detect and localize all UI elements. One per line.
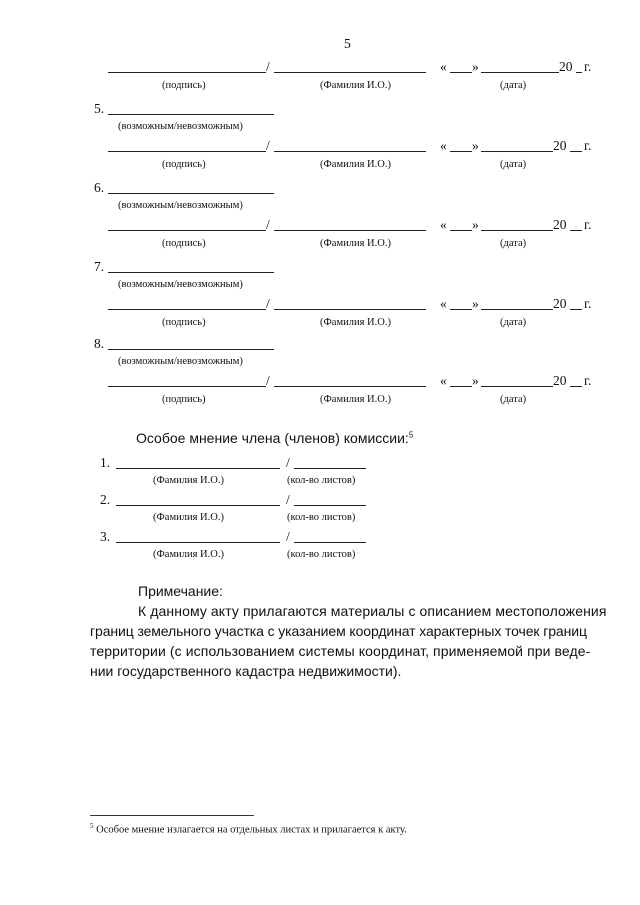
note-line-2: границ земельного участка с указанием координат характерных точек границ [90,623,587,639]
opinion-sheets-label: (кол-во листов) [287,549,356,560]
date-open: « [440,138,447,153]
month-line[interactable] [481,151,553,152]
signature-label: (подпись) [162,80,206,91]
day-line[interactable] [450,386,472,387]
year-line[interactable] [576,72,582,73]
month-line[interactable] [481,72,559,73]
opinion-fio-line[interactable] [116,468,280,469]
possible-label: (возможным/невозможным) [118,121,243,132]
day-line[interactable] [450,309,472,310]
signature-label: (подпись) [162,317,206,328]
special-opinion-title-text: Особое мнение члена (членов) комиссии: [136,430,409,446]
opinion-fio-label: (Фамилия И.О.) [153,549,224,560]
fio-label: (Фамилия И.О.) [320,80,391,91]
year-line[interactable] [570,151,582,152]
year-prefix: 20 [553,217,567,232]
opinion-number: 3. [100,529,111,544]
signature-label: (подпись) [162,159,206,170]
fio-label: (Фамилия И.О.) [320,159,391,170]
date-close: » [472,373,479,388]
signature-line[interactable] [108,309,266,310]
date-close: » [472,138,479,153]
date-close: » [472,296,479,311]
note-line-3: территории (с использованием системы координат, применяемой при веде- [90,643,591,659]
opinion-sheets-label: (кол-во листов) [287,512,356,523]
date-label: (дата) [500,159,527,170]
signature-label: (подпись) [162,238,206,249]
signature-label: (подпись) [162,394,206,405]
date-close: » [472,217,479,232]
opinion-fio-label: (Фамилия И.О.) [153,475,224,486]
signature-line[interactable] [108,151,266,152]
slash: / [266,59,270,74]
opinion-sheets-label: (кол-во листов) [287,475,356,486]
special-opinion-title [136,430,413,446]
possible-line[interactable] [108,272,274,273]
footnote-separator [90,815,254,816]
date-open: « [440,59,447,74]
fio-label: (Фамилия И.О.) [320,317,391,328]
opinion-fio-label: (Фамилия И.О.) [153,512,224,523]
year-suffix: г. [584,59,592,74]
fio-label: (Фамилия И.О.) [320,238,391,249]
fio-line[interactable] [274,72,426,73]
signature-line[interactable] [108,230,266,231]
possible-label: (возможным/невозможным) [118,279,243,290]
date-open: « [440,373,447,388]
year-prefix: 20 [553,138,567,153]
date-open: « [440,296,447,311]
month-line[interactable] [481,309,553,310]
footnote-mark: 5 [90,822,94,830]
slash: / [286,455,290,470]
signature-line[interactable] [108,72,266,73]
member-number: 6. [94,180,105,195]
opinion-sheets-line[interactable] [294,468,366,469]
fio-line[interactable] [274,230,426,231]
day-line[interactable] [450,230,472,231]
footnote [90,822,407,836]
member-number: 8. [94,336,105,351]
member-number: 7. [94,259,105,274]
opinion-sheets-line[interactable] [294,542,366,543]
year-line[interactable] [570,230,582,231]
month-line[interactable] [481,386,553,387]
date-label: (дата) [500,394,527,405]
year-prefix: 20 [553,296,567,311]
year-line[interactable] [570,309,582,310]
slash: / [266,217,270,232]
slash: / [266,296,270,311]
slash: / [286,492,290,507]
possible-line[interactable] [108,114,274,115]
opinion-number: 1. [100,455,111,470]
date-close: » [472,59,479,74]
year-suffix: г. [584,138,592,153]
year-line[interactable] [570,386,582,387]
slash: / [286,529,290,544]
fio-line[interactable] [274,386,426,387]
opinion-fio-line[interactable] [116,505,280,506]
month-line[interactable] [481,230,553,231]
slash: / [266,373,270,388]
year-suffix: г. [584,217,592,232]
page-number: 5 [344,36,351,51]
footnote-ref: 5 [408,430,414,440]
day-line[interactable] [450,151,472,152]
note-line-1: К данному акту прилагаются материалы с описанием местоположения [138,603,607,619]
signature-line[interactable] [108,386,266,387]
possible-label: (возможным/невозможным) [118,200,243,211]
possible-line[interactable] [108,193,274,194]
footnote-text: Особое мнение излагается на отдельных листах и прилагается к акту. [96,824,407,836]
fio-line[interactable] [274,151,426,152]
year-prefix: 20 [559,59,573,74]
fio-label: (Фамилия И.О.) [320,394,391,405]
opinion-number: 2. [100,492,111,507]
year-suffix: г. [584,296,592,311]
date-label: (дата) [500,317,527,328]
possible-label: (возможным/невозможным) [118,356,243,367]
slash: / [266,138,270,153]
day-line[interactable] [450,72,472,73]
opinion-fio-line[interactable] [116,542,280,543]
opinion-sheets-line[interactable] [294,505,366,506]
year-prefix: 20 [553,373,567,388]
note-line-4: нии государственного кадастра недвижимости). [90,663,402,679]
date-open: « [440,217,447,232]
year-suffix: г. [584,373,592,388]
date-label: (дата) [500,80,527,91]
member-number: 5. [94,101,105,116]
possible-line[interactable] [108,349,274,350]
date-label: (дата) [500,238,527,249]
note-title: Примечание: [138,583,223,599]
fio-line[interactable] [274,309,426,310]
